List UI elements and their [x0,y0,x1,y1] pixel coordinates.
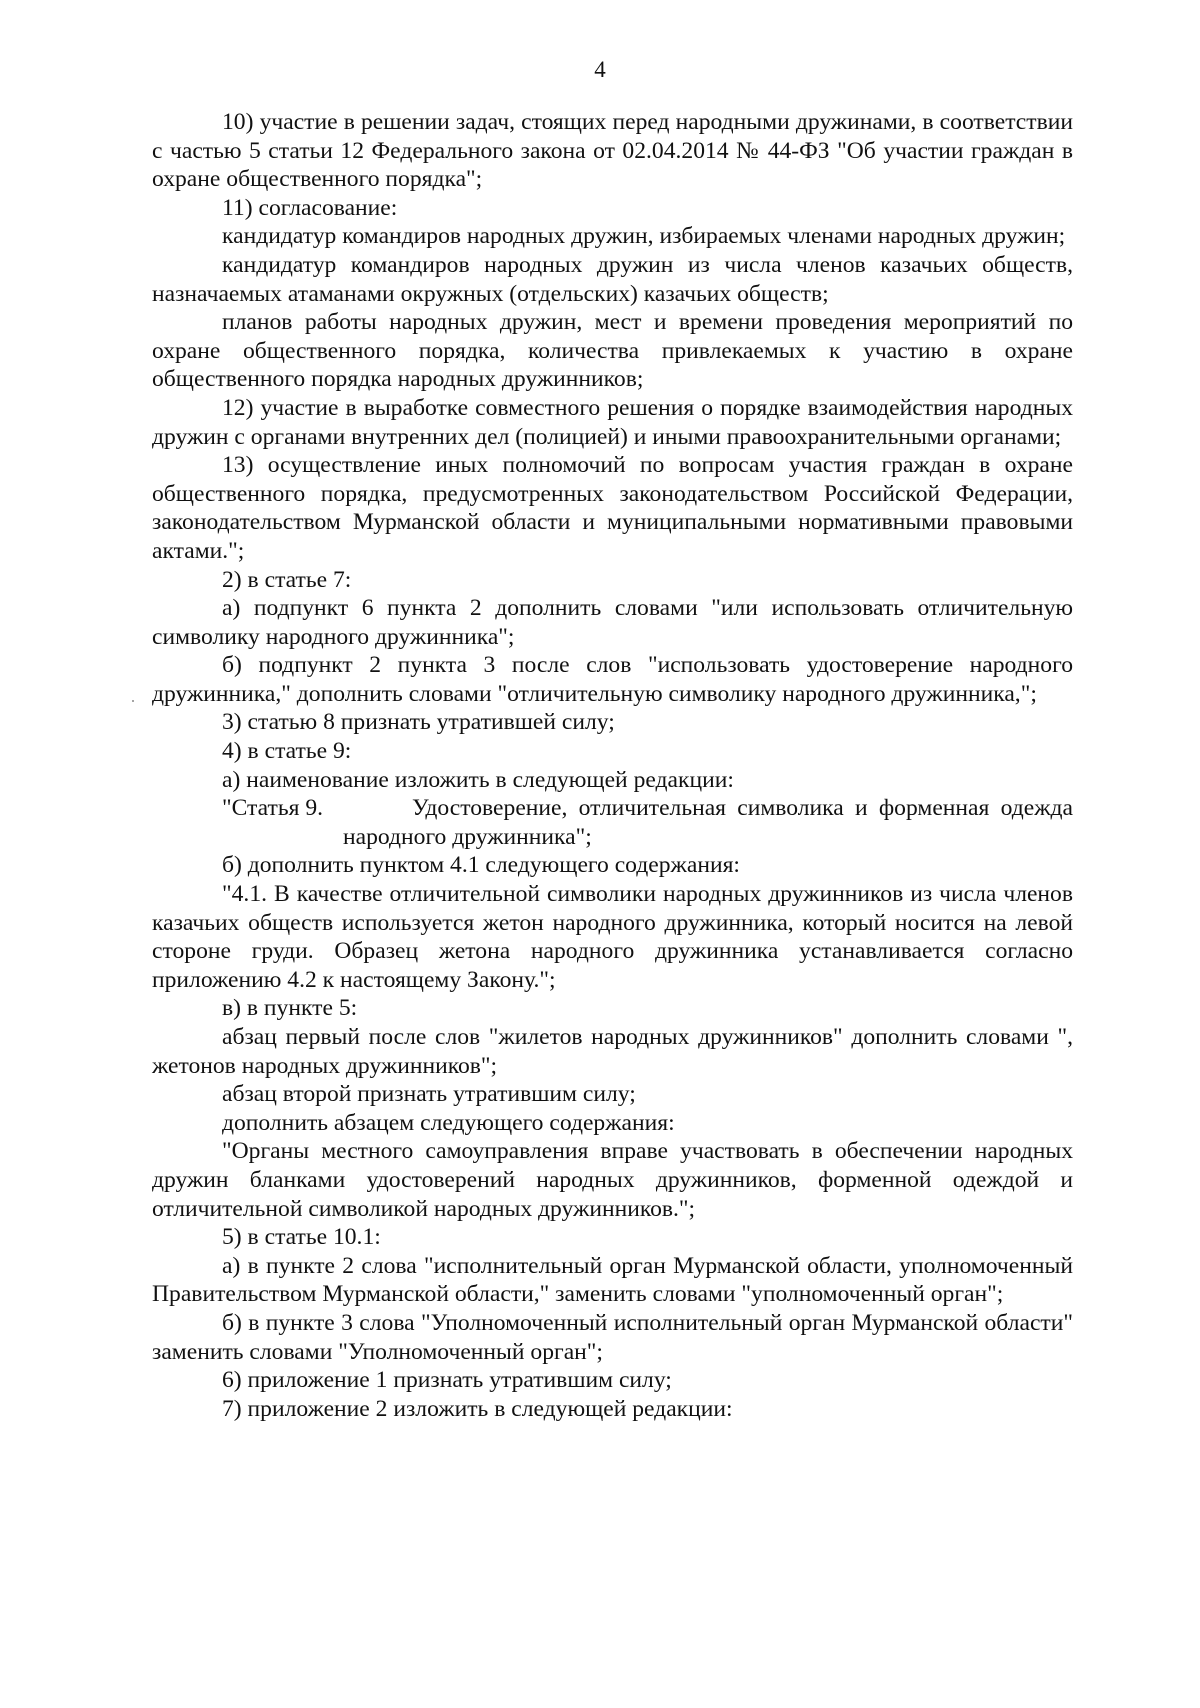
paragraph: б) дополнить пунктом 4.1 следующего содержания: [222,852,740,879]
paragraph: "Органы местного самоуправления вправе участвовать в обеспечении народных дружин бланками удостоверений народных дружинников, форменной одеждой и отличительной символикой народных дружинников."; [152,1138,1073,1222]
paragraph: 13) осуществление иных полномочий по вопросам участия граждан в охране общественного порядка, предусмотренных законодательством Российской Федерации, законодательством Мурманской области и муниципальными нормативными правовыми актами."; [152,452,1073,564]
paragraph: а) в пункте 2 слова "исполнительный орган Мурманской области, уполномоченный Правительством Мурманской области," заменить словами "уполномоченный орган"; [152,1252,1073,1308]
paragraph: в) в пункте 5: [222,995,358,1022]
article-title-line: народного дружинника"; [343,823,592,850]
paragraph: 6) приложение 1 признать утратившим силу; [222,1367,672,1394]
article-heading [152,794,1073,851]
page-number: 4 [594,57,606,82]
paragraph: абзац первый после слов "жилетов народных дружинников" дополнить словами ", жетонов народных дружинников"; [152,1024,1073,1079]
paragraph: 3) статью 8 признать утратившей силу; [222,709,615,736]
scan-speck [132,700,134,702]
paragraph: кандидатур командиров народных дружин из числа членов казачьих обществ, назначаемых атаманами окружных (отдельских) казачьих обществ; [152,251,1073,307]
paragraph: "4.1. В качестве отличительной символики народных дружинников из числа членов казачьих обществ используется жетон народного дружинника, который носится на левой стороне груди. Образец жетона народного дружинника устанавливается согласно приложению 4.2 к настоящему Закону."; [152,881,1073,993]
paragraph: дополнить абзацем следующего содержания: [222,1109,675,1136]
paragraph: 12) участие в выработке совместного решения о порядке взаимодействия народных дружин с органами внутренних дел (полицией) и иными правоохранительными органами; [152,394,1073,450]
paragraph: кандидатур командиров народных дружин, избираемых членами народных дружин; [222,223,1066,250]
paragraph: б) в пункте 3 слова "Уполномоченный исполнительный орган Мурманской области" заменить словами "Уполномоченный орган"; [152,1309,1073,1365]
paragraph: 10) участие в решении задач, стоящих перед народными дружинами, в соответствии с частью 5 статьи 12 Федерального закона от 02.04.2014 № 44-ФЗ "Об участии граждан в охране общественного порядка"; [152,109,1073,193]
paragraph: 11) согласование: [222,194,398,221]
article-title-line: Удостоверение, отличительная символика и форменная одежда [412,795,1073,822]
document-body [152,108,1073,1423]
paragraph: б) подпункт 2 пункта 3 после слов "использовать удостоверение народного дружинника," дополнить словами "отличительную символику народного дружинника,"; [152,652,1073,707]
paragraph: а) подпункт 6 пункта 2 дополнить словами "или использовать отличительную символику народного дружинника"; [152,595,1073,650]
paragraph: 4) в статье 9: [222,738,352,765]
paragraph: 7) приложение 2 изложить в следующей редакции: [222,1395,733,1422]
paragraph: планов работы народных дружин, мест и времени проведения мероприятий по охране общественного порядка, количества привлекаемых к участию в охране общественного порядка народных дружинников; [152,309,1073,393]
paragraph: абзац второй признать утратившим силу; [222,1081,636,1108]
paragraph: 5) в статье 10.1: [222,1224,381,1251]
article-label: "Статья 9. [222,795,324,822]
paragraph: 2) в статье 7: [222,566,352,593]
paragraph: а) наименование изложить в следующей редакции: [222,766,734,793]
